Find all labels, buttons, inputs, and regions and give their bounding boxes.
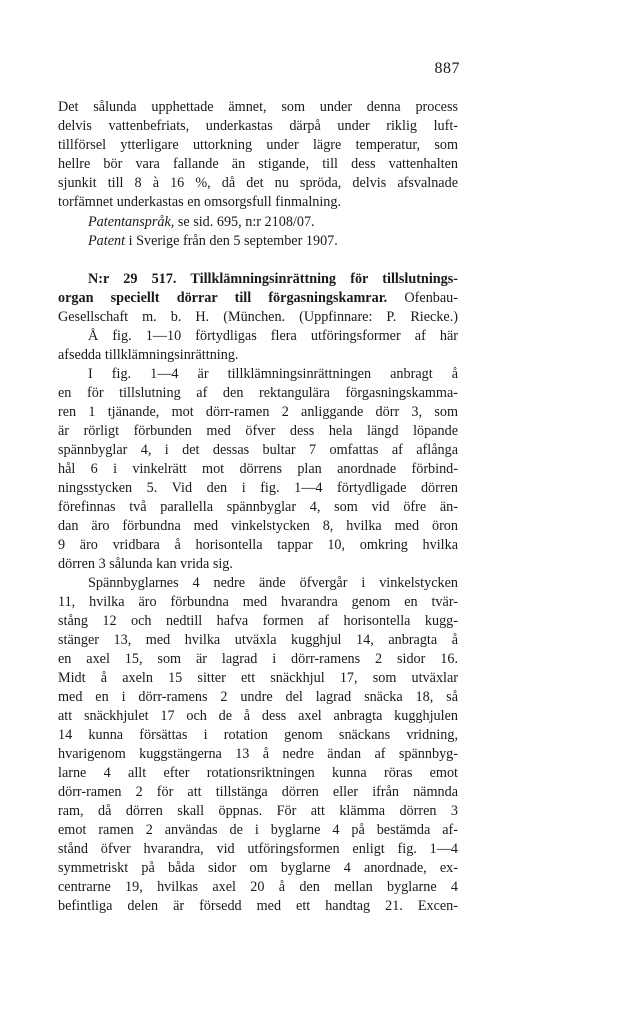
- text-line: ram, då dörren skall öppnas. För att klämma dörren 3: [58, 803, 458, 819]
- reference-line: [88, 232, 458, 250]
- text-line: spännbyglar 4, i det dessas bultar 7 omfattas af aflånga: [58, 442, 458, 458]
- text-line: med en i dörr-ramens 2 undre del lagrad snäcka 18, så: [58, 689, 458, 705]
- text-line: Spännbyglarnes 4 nedre ände öfvergår i vinkelstycken: [88, 575, 458, 591]
- text-line: Å fig. 1—10 förtydligas flera utföringsformer af här: [88, 328, 458, 344]
- text-line: emot ramen 2 användas de i byglarne 4 på bestämda af-: [58, 822, 458, 838]
- patent-heading-text: Ofenbau-: [387, 290, 458, 306]
- text-line: sjunkit till 8 à 16 %, då det nu spröda, delvis afsvalnade: [58, 175, 458, 191]
- text-line: delvis vattenbefriats, underkastas därpå under riklig luft-: [58, 118, 458, 134]
- text-line: dörren 3 sålunda kan vrida sig.: [58, 556, 233, 572]
- text-line: centrarne 19, hvilkas axel 20 å den mellan byglarne 4: [58, 879, 458, 895]
- text-line: dan äro förbundna med vinkelstycken 8, hvilka med öron: [58, 518, 458, 534]
- reference-text: i Sverige från den 5 september 1907.: [125, 233, 338, 249]
- text-line: ren 1 tjänande, mot dörr-ramen 2 anliggande dörr 3, som: [58, 404, 458, 420]
- text-line: Midt å axeln 15 sitter ett snäckhjul 17, som utväxlar: [58, 670, 458, 686]
- patent-heading-bold: organ speciellt dörrar till förgasningskamrar.: [58, 290, 388, 306]
- reference-line: [88, 213, 458, 231]
- text-line: stånd öfver hvarandra, vid utföringsformen enligt fig. 1—4: [58, 841, 458, 857]
- text-line: 9 äro vridbara å horisontella tappar 10, omkring hvilka: [58, 537, 458, 553]
- page-number: 887: [434, 60, 460, 77]
- reference-label: Patentanspråk,: [88, 214, 175, 230]
- text-line: Det sålunda upphettade ämnet, som under denna process: [58, 99, 458, 115]
- text-line: förefinnas två parallella spännbyglar 4, som vid öfre än-: [58, 499, 458, 515]
- reference-label: Patent: [88, 233, 126, 249]
- reference-text: se sid. 695, n:r 2108/07.: [174, 214, 315, 230]
- text-line: att snäckhjulet 17 och de å dess axel anbragta kugghjulen: [58, 708, 458, 724]
- text-line: är rörligt förbunden med öfver dess hela längd löpande: [58, 423, 458, 439]
- text-line: I fig. 1—4 är tillklämningsinrättningen anbragt å: [88, 366, 458, 382]
- text-line: hellre bör vara fallande än stigande, till dess vattenhalten: [58, 156, 458, 172]
- text-line: ningsstycken 5. Vid den i fig. 1—4 förtydligade dörren: [58, 480, 458, 496]
- text-line: symmetriskt på båda sidor om byglarne 4 anordnade, ex-: [58, 860, 458, 876]
- text-line: tillförsel ytterligare uttorkning under lägre temperatur, som: [58, 137, 458, 153]
- text-line: 14 kunna försättas i rotation genom snäckans vridning,: [58, 727, 458, 743]
- text-line: stång 12 och nedtill hafva formen af horisontella kugg-: [58, 613, 458, 629]
- text-line: larne 4 allt efter rotationsriktningen kunna röras emot: [58, 765, 458, 781]
- text-line: dörr-ramen 2 för att tillstänga dörren eller ifrån nämnda: [58, 784, 458, 800]
- text-line: torfämnet underkastas en omsorgsfull finmalning.: [58, 194, 342, 210]
- patent-heading: [58, 289, 458, 307]
- patent-heading: N:r 29 517. Tillklämningsinrättning för tillslutnings-: [88, 271, 458, 287]
- text-line: afsedda tillklämningsinrättning.: [58, 347, 239, 363]
- text-line: en axel 15, som är lagrad i dörr-ramens 2 sidor 16.: [58, 651, 458, 667]
- text-line: hål 6 i vinkelrätt mot dörrens plan anordnade förbind-: [58, 461, 458, 477]
- text-line: 11, hvilka äro förbundna med hvarandra genom en tvär-: [58, 594, 458, 610]
- patent-heading: Gesellschaft m. b. H. (München. (Uppfinnare: P. Riecke.): [58, 309, 458, 325]
- text-line: stänger 13, med hvilka utväxla kugghjul 14, anbragta å: [58, 632, 458, 648]
- text-line: en för tillslutning af den rektangulära förgasningskamma-: [58, 385, 458, 401]
- text-line: befintliga delen är försedd med ett handtag 21. Excen-: [58, 898, 458, 914]
- text-line: hvarigenom kuggstängerna 13 å nedre ändan af spännbyg-: [58, 746, 458, 762]
